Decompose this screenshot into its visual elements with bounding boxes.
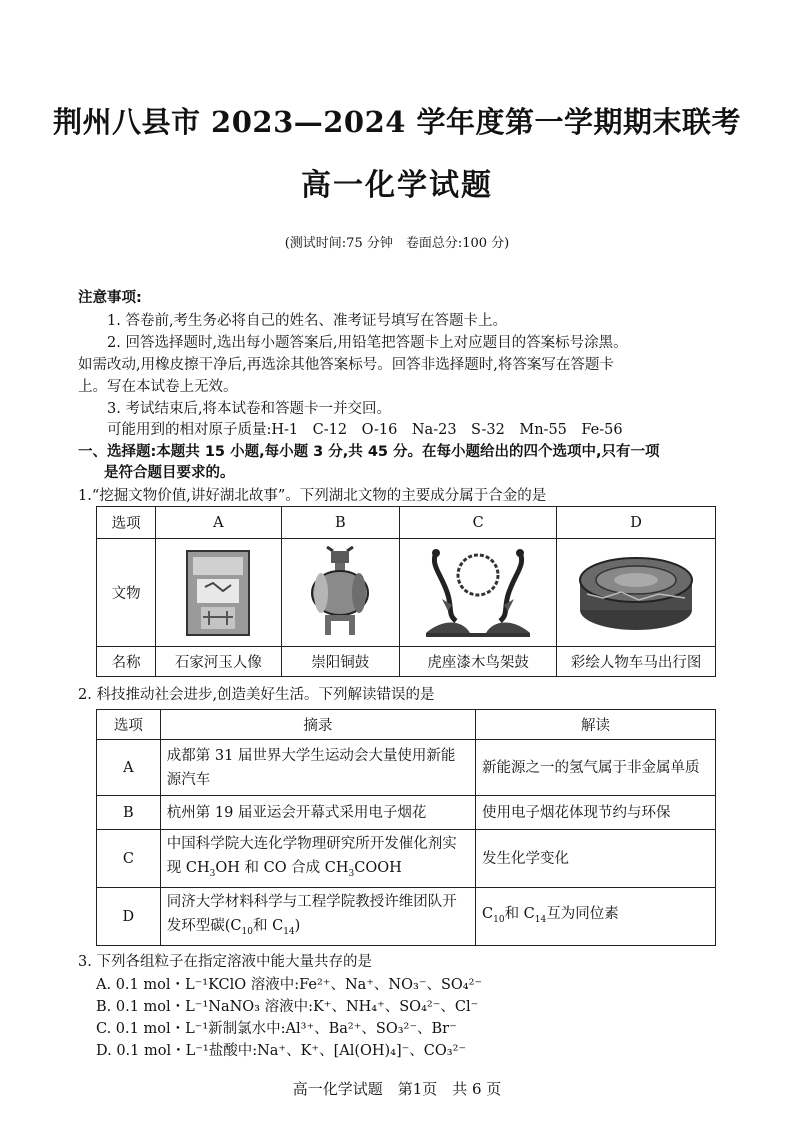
q1-relic-c <box>400 539 557 647</box>
q3-option-b: B. 0.1 mol・L⁻¹NaNO₃ 溶液中:K⁺、NH₄⁺、SO₄²⁻、Cl⁻ <box>96 999 479 1015</box>
q3-option-c: C. 0.1 mol・L⁻¹新制氯水中:Al³⁺、Ba²⁺、SO₃²⁻、Br⁻ <box>96 1021 457 1037</box>
atomic-masses: 可能用到的相对原子质量:H-1 C-12 O-16 Na-23 S-32 Mn-55 Fe-56 <box>107 422 623 438</box>
q3-option-d: D. 0.1 mol・L⁻¹盐酸中:Na⁺、K⁺、[Al(OH)₄]⁻、CO₃²⁻ <box>96 1043 467 1059</box>
q1-name-b: 崇阳铜鼓 <box>281 647 400 677</box>
notice-item-2: 2. 回答选择题时,选出每小题答案后,用铅笔把答题卡上对应题目的答案标号涂黑。 <box>107 335 628 351</box>
q1-row-label-relic: 文物 <box>97 539 156 647</box>
q2-row-b-interp: 使用电子烟花体现节约与环保 <box>476 796 716 830</box>
q2-row-a-option: A <box>97 740 161 796</box>
section1-heading: 一、选择题:本题共 15 小题,每小题 3 分,共 45 分。在每小题给出的四个选项中,只有一项 <box>78 444 660 460</box>
q1-relic-d <box>557 539 716 647</box>
q1-relic-b <box>281 539 400 647</box>
q1-option-d: D <box>557 507 716 539</box>
q1-row-label-name: 名称 <box>97 647 156 677</box>
q2-row-c-excerpt: 中国科学院大连化学物理研究所开发催化剂实现 $CH_3OH$ 和 CO 合成 $CH_3COOH$ <box>160 830 475 888</box>
q1-stem: 1.“挖掘文物价值,讲好湖北故事”。下列湖北文物的主要成分属于合金的是 <box>78 488 547 504</box>
q2-header-option: 选项 <box>97 710 161 740</box>
notice-item-2-cont: 如需改动,用橡皮擦干净后,再选涂其他答案标号。回答非选择题时,将答案写在答题卡 <box>78 357 614 373</box>
q1-option-b: B <box>281 507 400 539</box>
q2-row-a-interp: 新能源之一的氢气属于非金属单质 <box>476 740 716 796</box>
table-row <box>97 830 716 888</box>
notice-item-1: 1. 答卷前,考生务必将自己的姓名、准考证号填写在答题卡上。 <box>107 313 508 329</box>
q2-row-b-option: B <box>97 796 161 830</box>
q3-option-a: A. 0.1 mol・L⁻¹KClO 溶液中:Fe²⁺、Na⁺、NO₃⁻、SO₄²⁻ <box>96 977 483 993</box>
q1-name-d: 彩绘人物车马出行图 <box>557 647 716 677</box>
q2-row-d-option: D <box>97 888 161 946</box>
notice-item-3: 3. 考试结束后,将本试卷和答题卡一并交回。 <box>107 401 392 417</box>
q2-row-c-option: C <box>97 830 161 888</box>
q2-header-interp: 解读 <box>476 710 716 740</box>
page-footer: 高一化学试题 第1页 共 6 页 <box>292 1080 502 1098</box>
jade-figure-icon <box>183 547 253 639</box>
section1-heading-cont: 是符合题目要求的。 <box>104 465 235 481</box>
q2-stem: 2. 科技推动社会进步,创造美好生活。下列解读错误的是 <box>78 687 435 703</box>
q1-name-c: 虎座漆木鸟架鼓 <box>400 647 557 677</box>
q1-table <box>96 506 716 677</box>
q1-row-label-option: 选项 <box>97 507 156 539</box>
painted-lacquer-box-icon <box>575 548 697 638</box>
q3-stem: 3. 下列各组粒子在指定溶液中能大量共存的是 <box>78 954 372 970</box>
exam-meta: (测试时间:75 分钟 卷面总分:100 分) <box>284 236 510 251</box>
q1-option-c: C <box>400 507 557 539</box>
table-row <box>97 888 716 946</box>
q2-row-a-excerpt: 成都第 31 届世界大学生运动会大量使用新能源汽车 <box>160 740 475 796</box>
q1-option-a: A <box>156 507 281 539</box>
bronze-drum-icon <box>305 545 375 641</box>
exam-subtitle: 高一化学试题 <box>301 168 493 203</box>
q2-row-d-interp: $C_{10}$和 $C_{14}$互为同位素 <box>476 888 716 946</box>
notice-item-2-cont2: 上。写在本试卷上无效。 <box>78 379 238 395</box>
q2-table <box>96 709 716 946</box>
notice-heading: 注意事项: <box>78 290 142 306</box>
q2-row-b-excerpt: 杭州第 19 届亚运会开幕式采用电子烟花 <box>160 796 475 830</box>
exam-title: 荆州八县市 2023—2024 学年度第一学期期末联考 <box>52 105 742 139</box>
table-row <box>97 796 716 830</box>
q2-row-c-interp: 发生化学变化 <box>476 830 716 888</box>
q2-row-d-excerpt: 同济大学材料科学与工程学院教授许维团队开发环型碳($C_{10}$和 $C_{14}$) <box>160 888 475 946</box>
table-row <box>97 740 716 796</box>
lacquer-bird-drum-stand-icon <box>422 545 534 641</box>
q2-header-excerpt: 摘录 <box>160 710 475 740</box>
q1-name-a: 石家河玉人像 <box>156 647 281 677</box>
q1-relic-a <box>156 539 281 647</box>
